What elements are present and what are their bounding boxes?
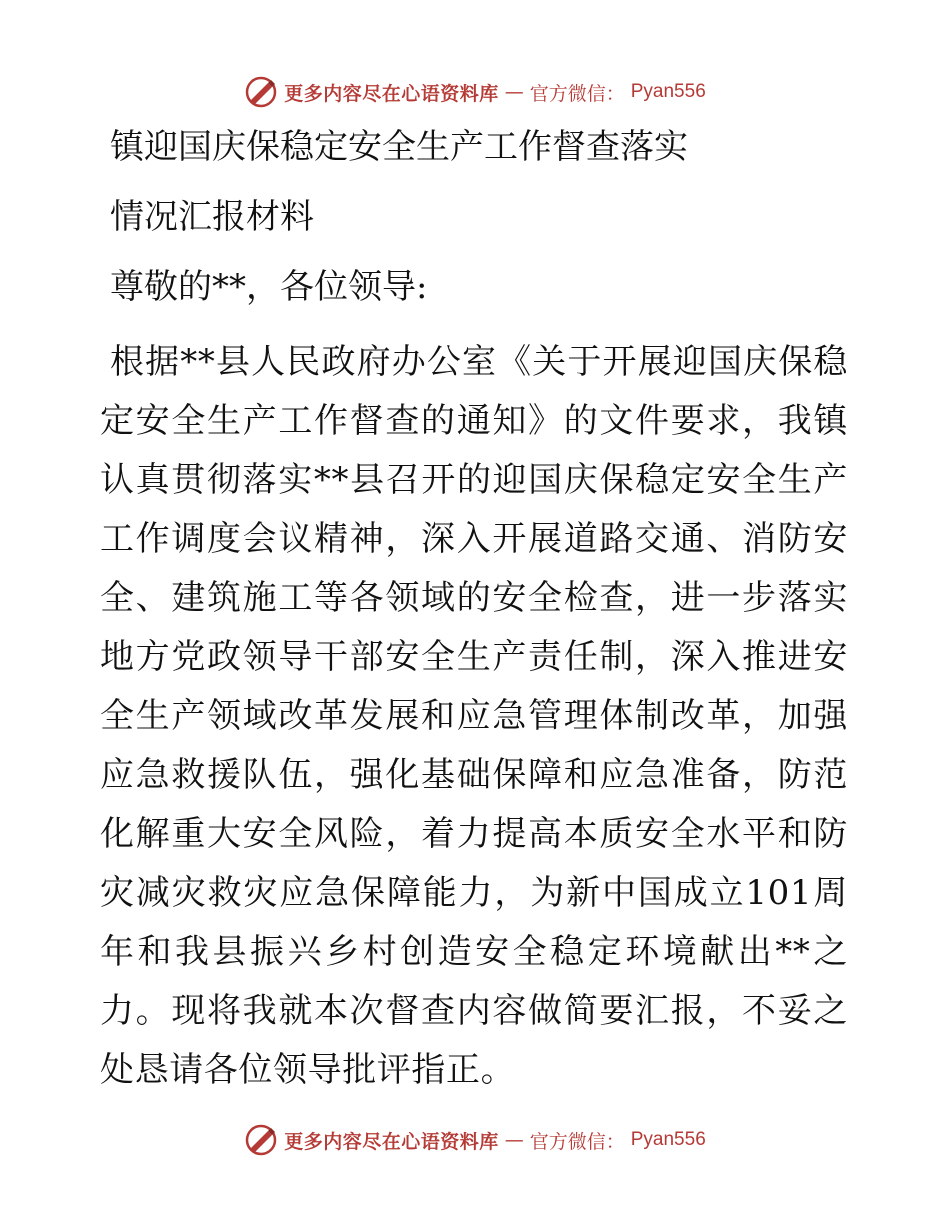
banner-contact-id: Pyan556	[630, 81, 706, 102]
pen-logo-icon	[244, 1123, 278, 1157]
salutation: 尊敬的**，各位领导:	[110, 267, 428, 307]
footer-watermark-banner	[0, 1120, 950, 1160]
banner-dash: —	[504, 81, 524, 103]
banner-main-text: 更多内容尽在心语资料库	[284, 1130, 499, 1153]
banner-contact-id: Pyan556	[630, 1129, 706, 1150]
document-title-line-1: 镇迎国庆保稳定安全生产工作督查落实	[110, 127, 688, 167]
banner-dash: —	[504, 1129, 524, 1151]
banner-contact-label: 官方微信：	[529, 1130, 625, 1153]
pen-logo-icon	[244, 75, 278, 109]
body-paragraph: 根据**县人民政府办公室《关于开展迎国庆保稳定安全生产工作督查的通知》的文件要求，我镇认真贯彻落实**县召开的迎国庆保稳定安全生产工作调度会议精神，深入开展道路交通、消防安全、建筑施工等各领域的安全检查，进一步落实地方党政领导干部安全生产责任制，深入推进安全生产领域改革发展和应急管理体制改革，加强应急救援队伍，强化基础保障和应急准备，防范化解重大安全风险，着力提高本质安全水平和防灾减灾救灾应急保障能力，为新中国成立101周年和我县振兴乡村创造安全稳定环境献出**之力。现将我就本次督查内容做简要汇报，不妥之处恳请各位领导批评指正。	[100, 342, 848, 1090]
document-title-line-2: 情况汇报材料	[110, 197, 314, 237]
banner-main-text: 更多内容尽在心语资料库	[284, 82, 499, 105]
header-watermark-banner	[0, 72, 950, 112]
document-body	[100, 123, 850, 1100]
banner-contact-label: 官方微信：	[529, 82, 625, 105]
